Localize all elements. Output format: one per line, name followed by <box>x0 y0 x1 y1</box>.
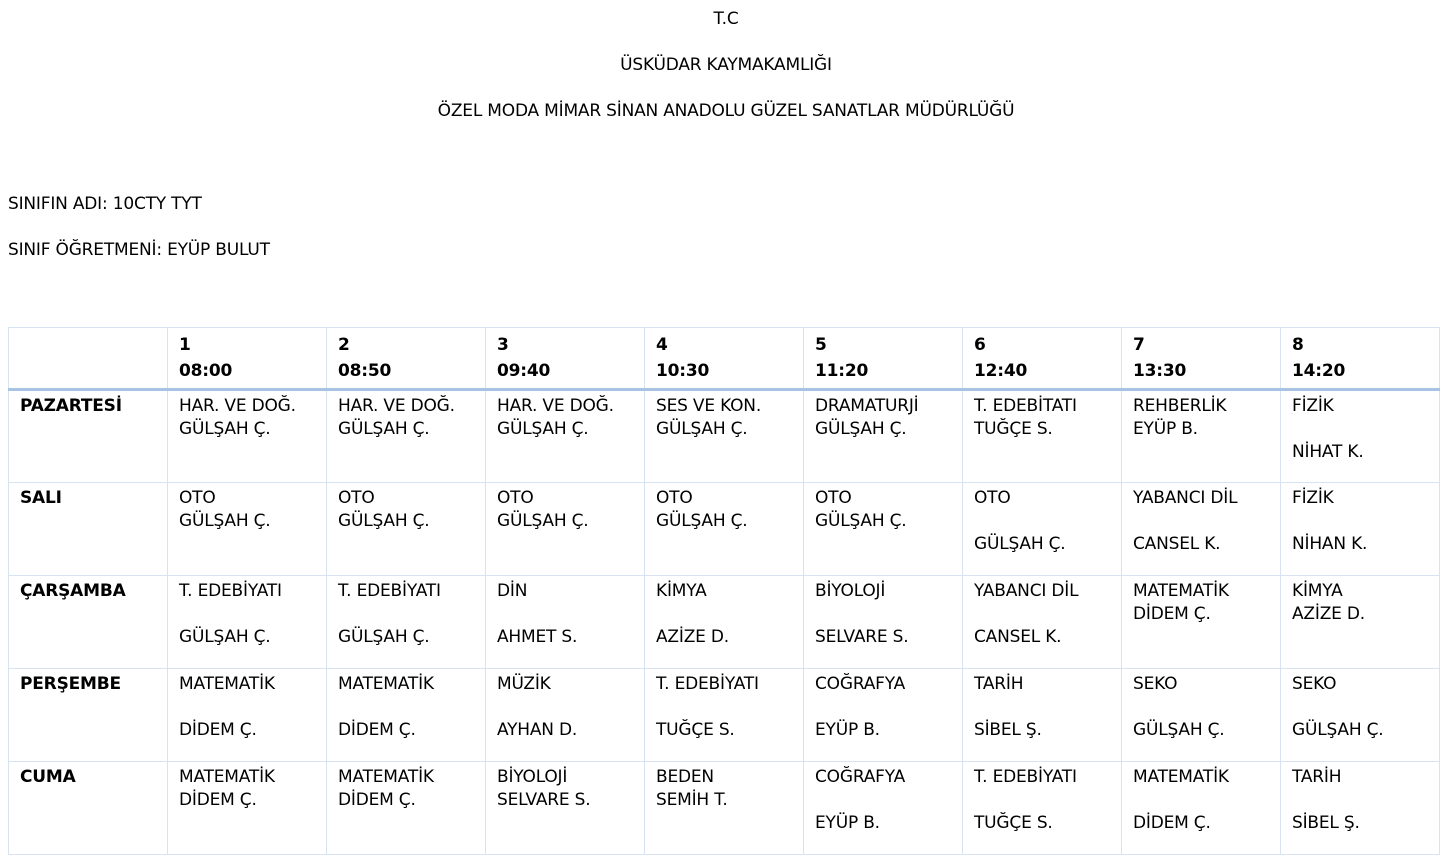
lesson-subject: T. EDEBİTATI <box>974 396 1077 416</box>
lesson-subject: MATEMATİK <box>1133 767 1229 787</box>
lesson-teacher: EYÜP B. <box>1133 419 1198 439</box>
lesson-subject: COĞRAFYA <box>815 674 906 694</box>
lesson-subject: DİN <box>497 581 528 601</box>
lesson-cell <box>963 576 1122 669</box>
lesson-subject: BEDEN <box>656 767 714 787</box>
lesson-teacher: GÜLŞAH Ç. <box>338 419 430 439</box>
lesson-teacher: SİBEL Ş. <box>1292 813 1360 833</box>
period-number: 6 <box>974 335 986 355</box>
corner-cell <box>9 328 168 390</box>
lesson-cell <box>1122 390 1281 483</box>
day-row <box>9 576 1440 669</box>
lesson-subject: BİYOLOJİ <box>497 767 568 787</box>
lesson-cell <box>1122 483 1281 576</box>
lesson-subject: HAR. VE DOĞ. <box>179 396 296 416</box>
lesson-subject: REHBERLİK <box>1133 396 1227 416</box>
lesson-teacher: DİDEM Ç. <box>338 790 416 810</box>
lesson-subject: MATEMATİK <box>179 767 275 787</box>
lesson-cell <box>804 483 963 576</box>
lesson-teacher: DİDEM Ç. <box>1133 604 1211 624</box>
period-header-8 <box>1281 328 1440 390</box>
period-number: 7 <box>1133 335 1145 355</box>
schedule-table <box>8 327 1440 855</box>
lesson-subject: TARİH <box>1292 767 1342 787</box>
period-header-5 <box>804 328 963 390</box>
lesson-cell <box>645 576 804 669</box>
lesson-spacer <box>656 696 803 719</box>
schedule-header <box>9 328 1440 390</box>
lesson-cell <box>1122 762 1281 855</box>
lesson-cell <box>963 762 1122 855</box>
period-time: 10:30 <box>656 361 710 381</box>
lesson-teacher: SİBEL Ş. <box>974 720 1042 740</box>
lesson-teacher: GÜLŞAH Ç. <box>497 511 589 531</box>
period-header-row <box>9 328 1440 390</box>
lesson-cell <box>1122 576 1281 669</box>
lesson-teacher: DİDEM Ç. <box>179 790 257 810</box>
period-header-6 <box>963 328 1122 390</box>
lesson-teacher: GÜLŞAH Ç. <box>338 627 430 647</box>
lesson-cell <box>645 762 804 855</box>
lesson-teacher: GÜLŞAH Ç. <box>179 511 271 531</box>
period-header-1 <box>168 328 327 390</box>
header-line-tc: T.C <box>713 9 739 29</box>
lesson-cell <box>486 669 645 762</box>
lesson-spacer <box>815 789 962 812</box>
period-number: 2 <box>338 335 350 355</box>
period-time: 13:30 <box>1133 361 1187 381</box>
day-row <box>9 669 1440 762</box>
lesson-subject: HAR. VE DOĞ. <box>338 396 455 416</box>
lesson-cell <box>1281 483 1440 576</box>
day-name: PAZARTESİ <box>9 390 168 483</box>
lesson-cell <box>1281 576 1440 669</box>
period-header-4 <box>645 328 804 390</box>
lesson-teacher: DİDEM Ç. <box>338 720 416 740</box>
day-name: PERŞEMBE <box>9 669 168 762</box>
period-number: 3 <box>497 335 509 355</box>
lesson-cell <box>804 390 963 483</box>
lesson-cell <box>327 669 486 762</box>
lesson-subject: KİMYA <box>656 581 707 601</box>
lesson-cell <box>327 762 486 855</box>
lesson-cell <box>1281 762 1440 855</box>
lesson-subject: YABANCI DİL <box>974 581 1079 601</box>
period-header-2 <box>327 328 486 390</box>
lesson-teacher: TUĞÇE S. <box>974 813 1053 833</box>
day-name: CUMA <box>9 762 168 855</box>
lesson-teacher: AHMET S. <box>497 627 578 647</box>
lesson-teacher: EYÜP B. <box>815 813 880 833</box>
lesson-cell <box>168 483 327 576</box>
lesson-cell <box>1281 669 1440 762</box>
lesson-cell <box>168 669 327 762</box>
period-time: 09:40 <box>497 361 551 381</box>
period-header-3 <box>486 328 645 390</box>
lesson-teacher: CANSEL K. <box>974 627 1062 647</box>
class-teacher: SINIF ÖĞRETMENİ: EYÜP BULUT <box>8 240 270 260</box>
lesson-spacer <box>974 603 1121 626</box>
lesson-cell <box>1281 390 1440 483</box>
lesson-teacher: CANSEL K. <box>1133 534 1221 554</box>
lesson-cell <box>327 576 486 669</box>
lesson-subject: SEKO <box>1133 674 1178 694</box>
lesson-spacer <box>974 510 1121 533</box>
period-header-7 <box>1122 328 1281 390</box>
lesson-cell <box>486 390 645 483</box>
lesson-spacer <box>1292 418 1439 441</box>
lesson-spacer <box>656 603 803 626</box>
lesson-cell <box>168 576 327 669</box>
lesson-subject: MATEMATİK <box>179 674 275 694</box>
lesson-subject: T. EDEBİYATI <box>338 581 441 601</box>
lesson-subject: OTO <box>497 488 534 508</box>
lesson-teacher: GÜLŞAH Ç. <box>179 419 271 439</box>
lesson-teacher: GÜLŞAH Ç. <box>338 511 430 531</box>
lesson-cell <box>168 762 327 855</box>
lesson-spacer <box>497 603 644 626</box>
schedule-body <box>9 390 1440 855</box>
lesson-teacher: NİHAT K. <box>1292 442 1364 462</box>
period-time: 08:00 <box>179 361 233 381</box>
lesson-subject: OTO <box>656 488 693 508</box>
day-row <box>9 762 1440 855</box>
lesson-cell <box>963 390 1122 483</box>
lesson-spacer <box>1292 789 1439 812</box>
class-name: SINIFIN ADI: 10CTY TYT <box>8 194 202 214</box>
lesson-spacer <box>338 696 485 719</box>
lesson-teacher: AZİZE D. <box>656 627 729 647</box>
lesson-cell <box>486 576 645 669</box>
lesson-teacher: GÜLŞAH Ç. <box>974 534 1066 554</box>
lesson-subject: COĞRAFYA <box>815 767 906 787</box>
lesson-spacer <box>1292 696 1439 719</box>
lesson-spacer <box>497 696 644 719</box>
period-number: 1 <box>179 335 191 355</box>
lesson-teacher: SEMİH T. <box>656 790 728 810</box>
lesson-teacher: EYÜP B. <box>815 720 880 740</box>
lesson-teacher: SELVARE S. <box>497 790 591 810</box>
lesson-cell <box>804 762 963 855</box>
lesson-cell <box>963 669 1122 762</box>
lesson-cell <box>1122 669 1281 762</box>
lesson-teacher: TUĞÇE S. <box>656 720 735 740</box>
lesson-subject: DRAMATURJİ <box>815 396 919 416</box>
header-line-school: ÖZEL MODA MİMAR SİNAN ANADOLU GÜZEL SANATLAR MÜDÜRLÜĞÜ <box>437 101 1015 121</box>
period-time: 08:50 <box>338 361 392 381</box>
lesson-spacer <box>974 696 1121 719</box>
lesson-spacer <box>815 603 962 626</box>
lesson-spacer <box>1133 696 1280 719</box>
lesson-spacer <box>1133 789 1280 812</box>
lesson-cell <box>486 483 645 576</box>
lesson-teacher: GÜLŞAH Ç. <box>656 419 748 439</box>
lesson-teacher: AYHAN D. <box>497 720 578 740</box>
lesson-cell <box>963 483 1122 576</box>
lesson-subject: FİZİK <box>1292 488 1334 508</box>
lesson-cell <box>327 390 486 483</box>
header-line-kaymakamlik: ÜSKÜDAR KAYMAKAMLIĞI <box>620 55 832 75</box>
lesson-spacer <box>338 603 485 626</box>
lesson-teacher: GÜLŞAH Ç. <box>497 419 589 439</box>
day-name: SALI <box>9 483 168 576</box>
lesson-subject: TARİH <box>974 674 1024 694</box>
period-number: 4 <box>656 335 668 355</box>
lesson-spacer <box>179 603 326 626</box>
lesson-subject: T. EDEBİYATI <box>974 767 1077 787</box>
lesson-subject: SEKO <box>1292 674 1337 694</box>
lesson-subject: MATEMATİK <box>338 767 434 787</box>
day-name: ÇARŞAMBA <box>9 576 168 669</box>
lesson-subject: OTO <box>974 488 1011 508</box>
lesson-spacer <box>815 696 962 719</box>
lesson-subject: YABANCI DİL <box>1133 488 1238 508</box>
lesson-subject: T. EDEBİYATI <box>179 581 282 601</box>
lesson-cell <box>168 390 327 483</box>
lesson-subject: KİMYA <box>1292 581 1343 601</box>
lesson-subject: MATEMATİK <box>338 674 434 694</box>
lesson-teacher: GÜLŞAH Ç. <box>815 419 907 439</box>
day-row <box>9 483 1440 576</box>
lesson-cell <box>327 483 486 576</box>
lesson-cell <box>645 483 804 576</box>
lesson-cell <box>645 669 804 762</box>
lesson-teacher: GÜLŞAH Ç. <box>1133 720 1225 740</box>
lesson-spacer <box>179 696 326 719</box>
lesson-subject: MÜZİK <box>497 674 551 694</box>
period-time: 12:40 <box>974 361 1028 381</box>
lesson-teacher: GÜLŞAH Ç. <box>815 511 907 531</box>
lesson-subject: T. EDEBİYATI <box>656 674 759 694</box>
lesson-teacher: DİDEM Ç. <box>1133 813 1211 833</box>
lesson-subject: SES VE KON. <box>656 396 762 416</box>
lesson-teacher: NİHAN K. <box>1292 534 1368 554</box>
lesson-subject: HAR. VE DOĞ. <box>497 396 614 416</box>
lesson-teacher: DİDEM Ç. <box>179 720 257 740</box>
lesson-teacher: GÜLŞAH Ç. <box>179 627 271 647</box>
lesson-subject: MATEMATİK <box>1133 581 1229 601</box>
lesson-cell <box>645 390 804 483</box>
lesson-subject: BİYOLOJİ <box>815 581 886 601</box>
lesson-teacher: AZİZE D. <box>1292 604 1365 624</box>
lesson-spacer <box>1292 510 1439 533</box>
lesson-teacher: GÜLŞAH Ç. <box>656 511 748 531</box>
period-time: 11:20 <box>815 361 869 381</box>
lesson-teacher: TUĞÇE S. <box>974 419 1053 439</box>
lesson-subject: OTO <box>179 488 216 508</box>
lesson-cell <box>486 762 645 855</box>
lesson-spacer <box>1133 510 1280 533</box>
lesson-teacher: GÜLŞAH Ç. <box>1292 720 1384 740</box>
lesson-subject: FİZİK <box>1292 396 1334 416</box>
lesson-spacer <box>974 789 1121 812</box>
day-row <box>9 390 1440 483</box>
period-number: 8 <box>1292 335 1304 355</box>
lesson-subject: OTO <box>338 488 375 508</box>
period-number: 5 <box>815 335 827 355</box>
lesson-cell <box>804 576 963 669</box>
period-time: 14:20 <box>1292 361 1346 381</box>
lesson-cell <box>804 669 963 762</box>
lesson-subject: OTO <box>815 488 852 508</box>
lesson-teacher: SELVARE S. <box>815 627 909 647</box>
